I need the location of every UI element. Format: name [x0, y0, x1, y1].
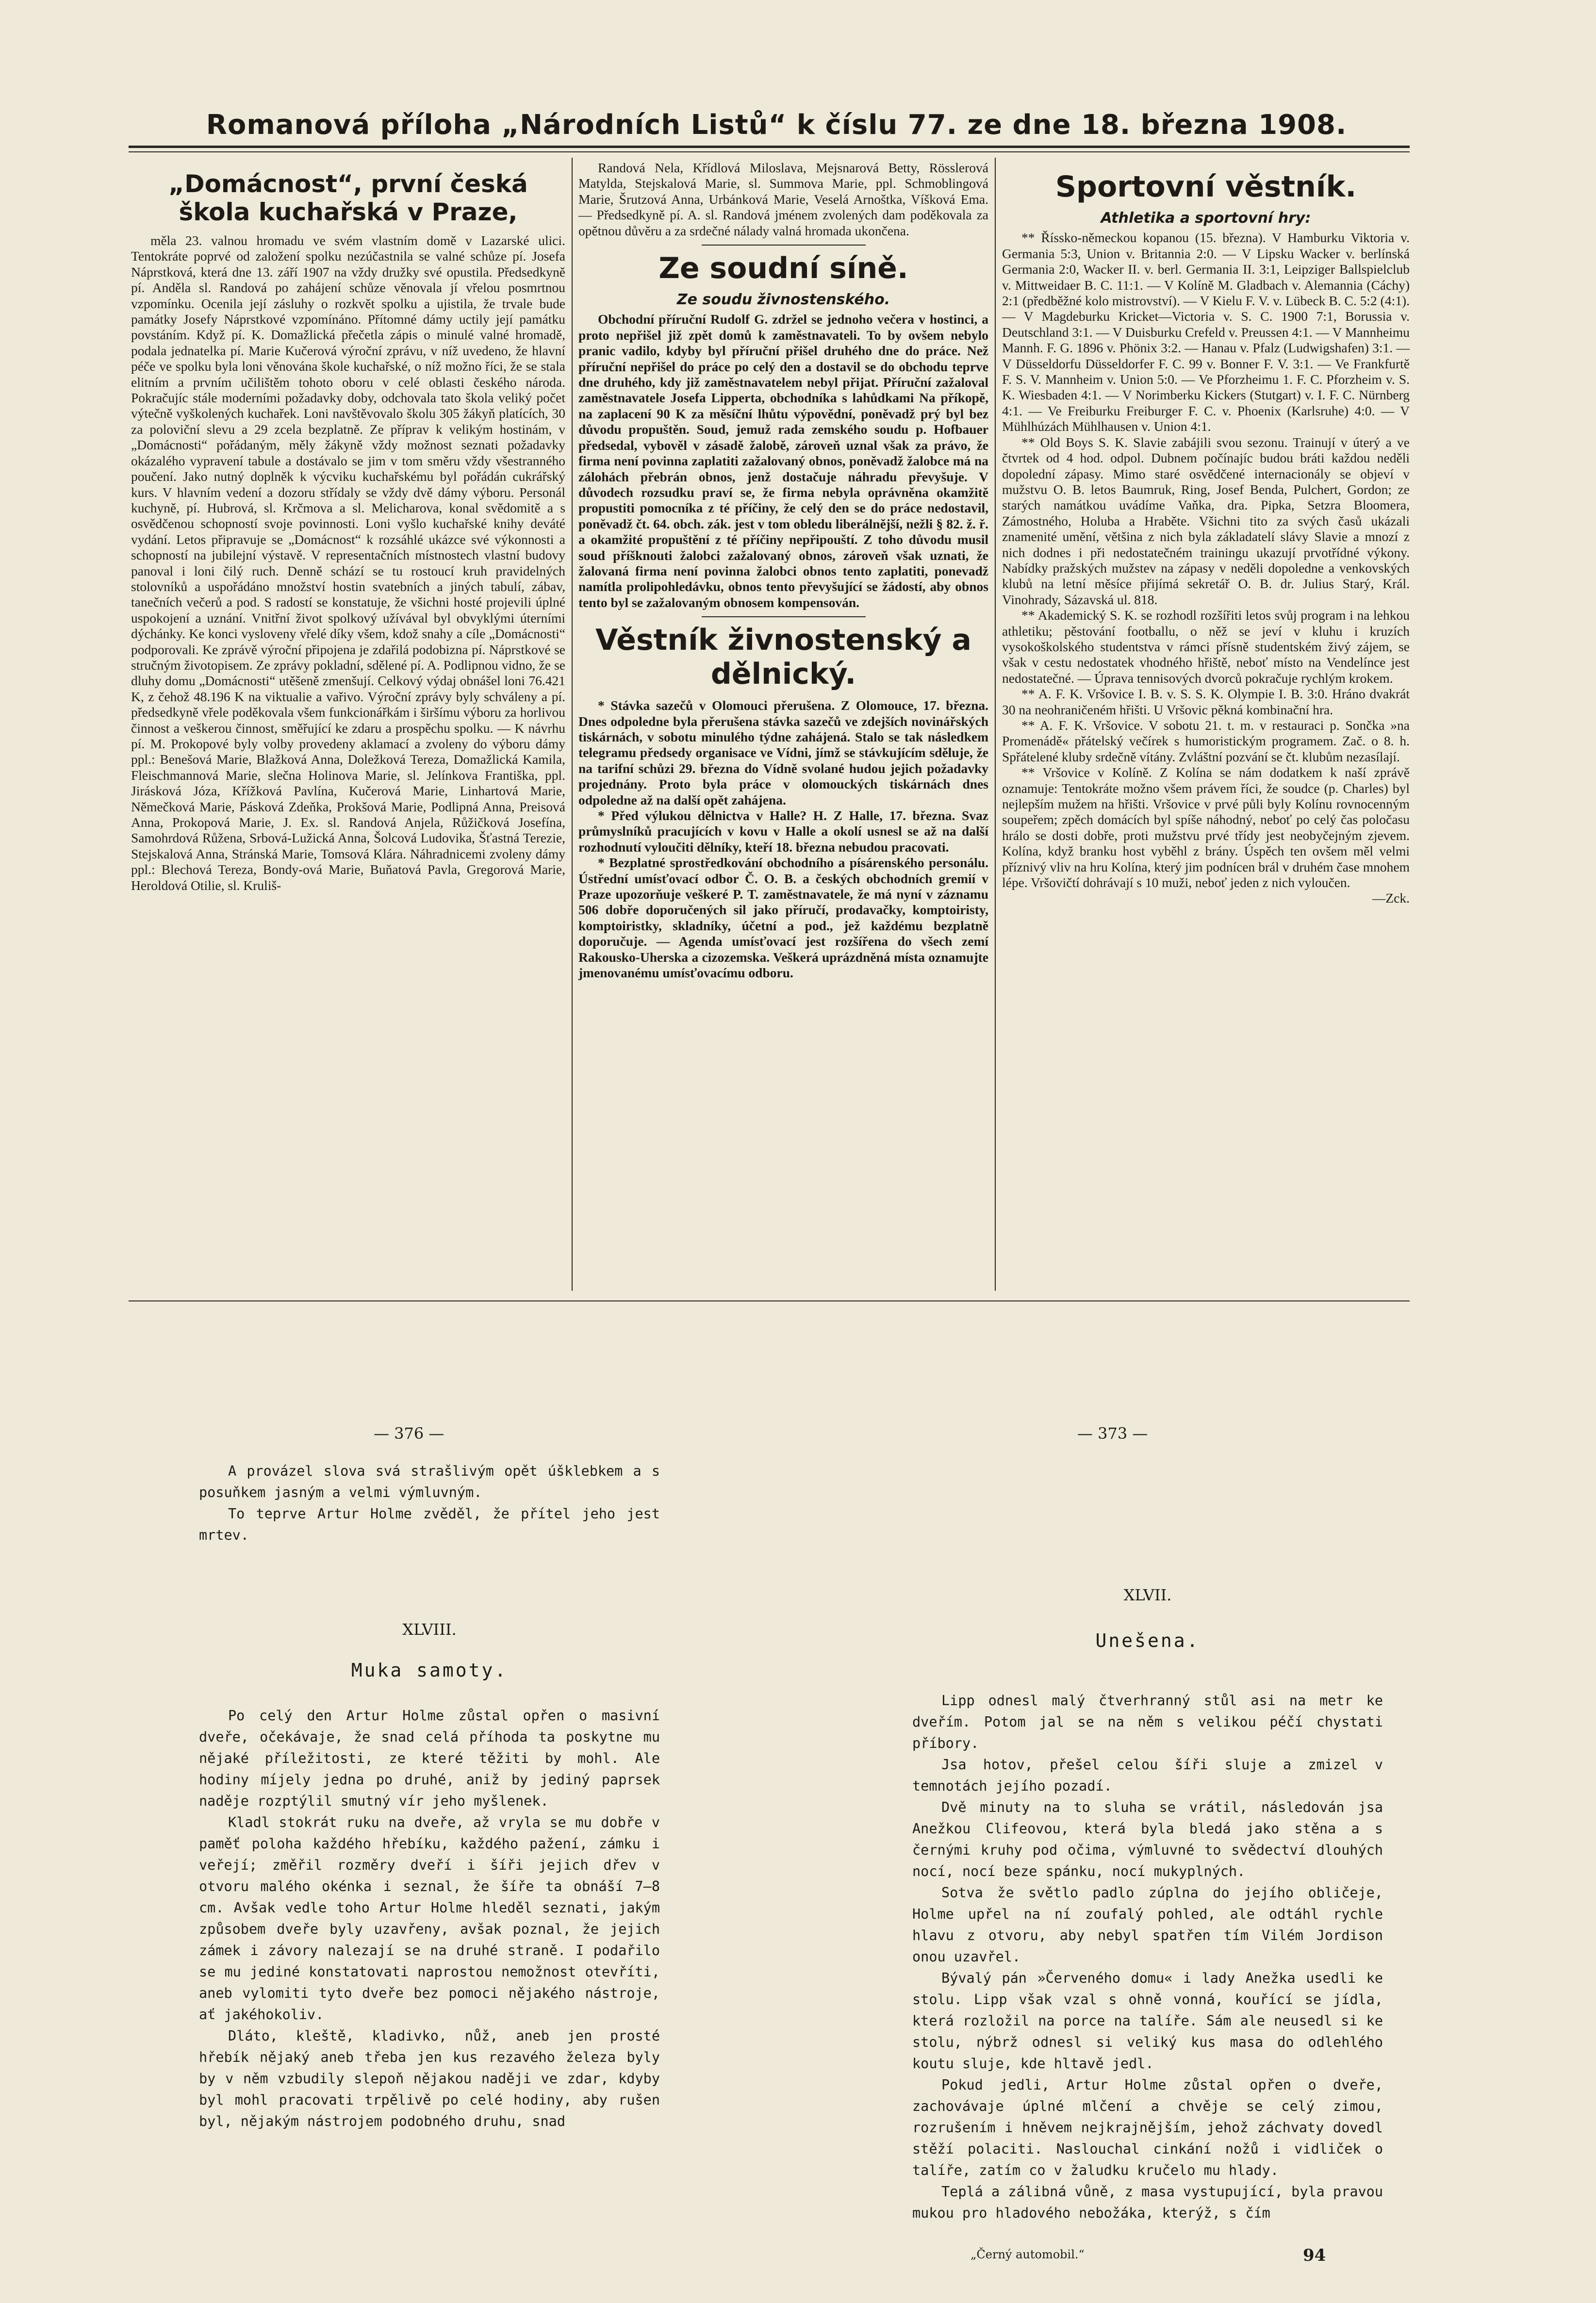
section-title-trade: Věstník živnostenský a dělnický. — [595, 623, 971, 691]
section-title-sport: Sportovní věstník. — [1055, 170, 1357, 204]
section-title-court: Ze soudní síně. — [658, 251, 908, 286]
section-divider — [702, 245, 866, 246]
header-rule-thin — [129, 151, 1410, 152]
sport-item-6: ** Vršovice v Kolíně. Z Kolína se nám dodatkem k naší zprávě oznamuje: Tentokráte možno všem právem říci, že soudce (p. Charles) byl nejlepším mužem na hřišti. Vršovice v prvé půli byly Kolínu rovnocenným soupeřem; zpěch domácích byl spíše náhodný, neboť po celý čas poločasu hrálo se dosti dobře, proti mužstvu prvé třídy jest neobyčejným zjevem. Kolína, když branku host vyběhl z brány. Úspěch ten ovšem měl velmi příznivý vliv na hru Kolína, který jim podnícen brál v druhém čase mnohem lépe. Vršovičtí dohrávají s 10 muži, neboť jeden z nich vyloučen. — [1002, 765, 1410, 890]
page-header: Romanová příloha „Národních Listů“ k číslu 77. ze dne 18. března 1908. — [206, 109, 1347, 141]
column-divider — [572, 158, 573, 1291]
novel-right-page — [912, 1584, 1383, 2224]
novel-paragraph: Po celý den Artur Holme zůstal opřen o masivní dveře, očekávaje, že snad celá příhoda ta poskytne mu nějaké příležitosti, ze které těžiti by mohl. Ale hodiny míjely jedna po druhé, aniž by jediný paprsek naděje rozptýlil smutný vír jeho myšlenek. — [199, 1708, 660, 1809]
sport-item-1: ** Říssko-německou kopanou (15. března). V Hamburku Viktoria v. Germania 5:3, Union v. Britannia 2:0. — V Lipsku Wacker v. berlínská Germania 2:0, Wacker II. v. berl. Germania II. 3:1, Leipziger Ballspielclub v. Mittweidaer B. C. 11:1. — V Kolíně M. Gladbach v. Alemannia (Cáchy) 2:1 (předběžné kolo mistrovství). — V Kielu F. V. v. Lübeck B. C. 5:2 (4:1). — V Magdeburku Kricket—Victoria v. S. C. 1900 7:1, Borussia v. Deutschland 3:1. — V Duisburku Crefeld v. Preussen 4:1. — V Mannheimu Mannh. F. G. 1896 v. Phönix 3:2. — Hanau v. Pfalz (Ludwigshafen) 3:1. — V Düsseldorfu Düsseldorfer F. C. 99 v. Bonner F. V. 3:1. — Ve Frankfurtě F. S. V. Mannheim v. Union 5:0. — Ve Pforzheimu 1. F. C. Pforzheim v. S. K. Wiesbaden 4:1. — V Norimberku Kickers (Stutgart) v. I. F. C. Nürnberg 4:1. — Ve Freiburku Freiburger F. C. v. Phoenix (Karlsruhe) 4:0. — V Mühlhúzách Mühlhausen v. Union 4:1. — [1002, 230, 1410, 434]
section-divider — [702, 616, 866, 617]
chapter-number: XLVII. — [1123, 1586, 1172, 1604]
sport-item-2: ** Old Boys S. K. Slavie zabájili svou sezonu. Trainují v úterý a ve čtvrtek od 4 hod. odpol. Dubnem počínajíc budou bráti každou neděli dopolední zápasy. Mimo staré osvědčené internacionály se objeví v mužstvu O. B. letos Baumruk, Ring, Josef Benda, Pulchert, Gordon; ze starých namátkou uvádíme Vaňka, dra. Pipka, Setzra Bloomera, Zámostného, Holuba a Hraběte. Všichni tito za svých časů ukázali znamenité umění, většina z nich byla základatelí slávy Slavie a mnozí z nich dodnes i při nedostatečném trainingu ukazují prvotřídné výkony. Nabídky pražských mužstev na zápasy v neděli dopoledne a venkovských klubů na letní měsíce přijímá sekretář O. B. dr. Julius Starý, Král. Vinohrady, Sázavská ul. 818. — [1002, 434, 1410, 607]
column-divider — [995, 158, 996, 1291]
novel-footnote: „Černý automobil.“ — [971, 2248, 1085, 2261]
article-body-court: Obchodní příruční Rudolf G. zdržel se jednoho večera v hostinci, a proto nepřišel již zpět domů k zaměstnavateli. To by ovšem nebylo pranic vadilo, kdyby byl příruční přišel druhého dne do práce. Než příruční nepřišel do práce po celý den a dostavil se do obchodu teprve dne druhého, kdy již zaměstnavatelem nebyl přijat. Příruční zažaloval zaměstnavatele Josefa Lipperta, obchodníka s lahůdkami Na příkopě, na zaplacení 90 K za měsíční lhůtu výpovědní, poněvadž prý byl bez důvodu propuštěn. Soud, jemuž rada zemského soudu p. Hofbauer předsedal, vybověl v zásadě žalobě, zároveň uznal však za právo, že firma není povinna zaplatiti zažalovaný obnos, poněvadž žalobce má na zálohách přebrán obnos, jenž dostačuje náhradu převyšuje. V důvodech rozsudku praví se, že firma nebyla oprávněna okamžitě propustiti pomocníka z té příčiny, že celý den se do práce nedostavil, poněvadž čt. 64. obch. zák. jest v tom obledu liberálnější, nežli § 82. ž. ř. a okamžité propuštění z té příčiny nepřipouští. Z toho důvodu musil soud příšknouti žalobci zažalovaný obnos, zároveň však uznati, že žalovaná firma není povinna žalobci obnos tento zaplatiti, ponevadž namítla prolipohledávku, obnos tento převyšující se žádostí, aby obnos tento byl se zažalovaným obnosem kompensován. — [578, 312, 988, 610]
novel-left-page — [199, 1461, 660, 2132]
chapter-number: XLVIII. — [402, 1620, 457, 1639]
subsection-title-sport: Athletika a sportovní hry: — [1101, 210, 1311, 227]
novel-paragraph: Kladl stokrát ruku na dveře, až vryla se mu dobře v paměť poloha každého hřebíku, každého pažení, zámku i veřejí; změřil rozměry dveří i šíři jejich dřev v otvoru malého okénka i seznal, že šíře ta obnáší 7—8 cm. Avšak vedle toho Artur Holme hleděl seznati, jakým způsobem dveře byly uzavřeny, avšak poznal, že jejich zámek i závory nalezají se na druhé straně. I podařilo se mu jediné konstatovati naprostou nemožnost otevříti, aneb vylomiti tyto dveře bez pomoci nějakého nástroje, ať jakéhokoliv. — [199, 1814, 660, 2023]
folio-left: — 376 — — [374, 1424, 444, 1443]
header-rule — [129, 146, 1410, 148]
novel-paragraph: Sotva že světlo padlo zúplna do jejího obličeje, Holme upřel na ní zoufalý pohled, ale odtáhl rychle hlavu z otvoru, aby nebyl spatřen tím Vilém Jordison onou uzavřel. — [912, 1885, 1383, 1965]
novel-paragraph: Bývalý pán »Červeného domu« i lady Anežka usedli ke stolu. Lipp však vzal s ohně vonná, kouřící se jídla, která rozložil na porce na talíře. Sám ale neusedl si ke stolu, nýbrž odnesl si veliký kus masa do odlehlého koutu sluje, kde hltavě jedl. — [912, 1970, 1383, 2072]
sport-item-5: ** A. F. K. Vršovice. V sobotu 21. t. m. v restauraci p. Sončka »na Promenádě« přátelský večírek s humoristickým programem. Zač. o 8. h. Spřátelené kluby srdečně vítány. Zvláštní pozvání se čt. klubům nezasílají. — [1002, 718, 1410, 764]
chapter-title: Unešena. — [1095, 1630, 1200, 1651]
novel-paragraph: Jsa hotov, přešel celou šíři sluje a zmizel v temnotách jejího pozadí. — [912, 1757, 1383, 1794]
article-body-trade-2: * Před výlukou dělnictva v Halle? H. Z Halle, 17. března. Svaz průmyslníků pracujících v kovu v Halle a okolí usnesl se až na další rozhodnutí vyloučiti dělníky, kteří 18. března nebudou pracovati. — [578, 808, 988, 855]
article-body-domacnost: měla 23. valnou hromadu ve svém vlastním domě v Lazarské ulici. Tentokráte poprvé od založení spolku nezúčastnila se valné schůze pí. Josefa Náprstková, která dne 13. září 1907 na vždy družky své opustila. Předsedkyně pí. Anděla sl. Randová po zahájení schůze věnovala jí vřelou posmrtnou vzpomínku. Ocenila její zásluhy o rozkvět spolku a ujistila, že trvale bude památky Josefy Náprstkové vzpomínáno. Přítomné dámy uctily její památku povstáním. Když pí. K. Domažlická přečetla zápis o minulé valné hromadě, podala jednatelka pí. Marie Kučerová výroční zprávu, v níž uvedeno, že hlavní péče ve spolku byla loni věnována škole kuchařské, o níž možno říci, že se stala elitním a prvním učilištěm tohoto oboru v celé oblasti českého národa. Pokračujíc stále moderními požadavky doby, odchovala tato škola veliký počet výtečně vyškolených kuchařek. Loni navštěvovalo školu 305 žákyň platících, 30 za poloviční slevu a 29 zcela bezplatně. Ze příprav k velikým hostinám, v „Domácnosti“ pořádaným, měly žákyně vždy možnost seznati požadavky okázalého vypravení tabule a dostávalo se jim v tom směru vždy všestranného poučení. Jako nutný doplněk k výcviku kuchařskému byl pořádán cukrářský kurs. V hlavním vedení a dozoru střídaly se vždy dvě dámy výboru. Personál kuchyně, pí. Hubrová, sl. Krčmova a sl. Melicharova, konal svědomitě a s osvědčenou schopností svoje povinnosti. Loni vyšlo kuchařské knihy deváté vydání. Letos připravuje se „Domácnost“ k rozsáhlé ukázce své výkonnosti a schopností na jubilejní výstavě. V representačních místnostech vlastní budovy panoval i loni čilý ruch. Denně schází se tu rostoucí kruh pravidelných stolovníků a uspořádáno množství hostin svatebních a jiných tabulí, zábav, tanečních večerů a pod. S radostí se konstatuje, že všichni hosté projevili úplné uspokojení a uznání. Vnitřní život spolkový užívával byl obvyklými úterními dýchánky. Ke konci vysloveny vřelé díky všem, kdož snahy a cíle „Domácnosti“ podporovali. Ke zprávě výroční připojena je zdařilá podobizna pí. Náprstkové se stručným životopisem. Ze zprávy pokladní, sdělené pí. A. Podlipnou vidno, že se dluhy domu „Domácnosti“ utěšeně zmenšují. Celkový výdaj obnášel loni 76.421 K, z čehož 48.196 K na viktualie a vařivo. Výroční zprávy byly schváleny a pí. předsedkyně vřele poděkovala všem funkcionářkám i širšímu výboru za horlivou činnost a veškerou činnost, směřující ke zdaru a prospěchu spolku. — K návrhu pí. M. Prokopové byly volby provedeny aklamací a zvoleny do výboru dámy ppl.: Benešová Marie, Blažková Anna, Doležková Tereza, Domažlická Kamila, Fleischmannová Marie, slečna Holinova Marie, sl. Jelínkova Františka, ppl. Jirásková Józa, Křížková Pavlína, Kučerová Marie, Linhartová Marie, Němečková Marie, Pásková Zdeňka, Prokšová Marie, Podlipná Anna, Preisová Anna, Prokopová Marie, J. Ex. sl. Randová Anjela, Růžičková Josefína, Samohrdová Růžena, Srbová-Lužická Anna, Šolcová Ludovika, Šťastná Terezie, Stejskalová Anna, Stránská Marie, Tomsová Klára. Náhradnicemi zvoleny dámy ppl.: Blechová Tereza, Bondy-ová Marie, Buňatová Pavla, Gregorová Marie, Heroldová Otilie, sl. Kruliš- — [131, 233, 565, 893]
folio-right: — 373 — — [1077, 1424, 1148, 1443]
sport-item-3: ** Akademický S. K. se rozhodl rozšířiti letos svůj program i na lehkou athletiku; pěstování footballu, o něž se jeví v kluhu i kruzích vysokoškolského studentstva v rámci přísně studentském živý zájem, se však v cestu nedostatek vhodného hřiště, neboť místo na Vendelínce jest nedostatečné. — Úprava tennisových dvorců pokračuje rychlým krokem. — [1002, 608, 1410, 686]
chapter-title: Muka samoty. — [351, 1660, 508, 1681]
novel-paragraph: Dvě minuty na to sluha se vrátil, následován jsa Anežkou Clifeovou, která byla bledá jako stěna a s černými kruhy pod očima, výmluvné to svědectví dlouhých nocí, nocí beze spánku, nocí mukyplných. — [912, 1799, 1383, 1879]
article-title-domacnost: „Domácnost“, první česká škola kuchařská v Praze, — [168, 170, 528, 226]
novel-paragraph: A provázel slova svá strašlivým opět úšklebkem a s posuňkem jasným a velmi výmluvným. — [199, 1463, 660, 1500]
sport-item-4: ** A. F. K. Vršovice I. B. v. S. S. K. Olympie I. B. 3:0. Hráno dvakrát 30 na neohraničeném hřišti. U Vršovic pěkná kombinační hra. — [1002, 686, 1410, 717]
column-domacnost — [131, 165, 565, 893]
subsection-title-court: Ze soudu živnostenského. — [676, 291, 890, 309]
novel-paragraph: Teplá a zálibná vůně, z masa vystupující, byla pravou mukou pro hladového nebožáka, kterýž, s čím — [912, 2184, 1383, 2221]
sheet-number: 94 — [1303, 2246, 1326, 2265]
column-court-trade — [578, 160, 988, 981]
section-bottom-rule — [129, 1300, 1410, 1301]
article-body-trade-3: * Bezplatné sprostředkování obchodního a písárenského personálu. Ústřední umísťovací odbor Č. O. B. a českých obchodních gremií v Praze upozorňuje veškeré P. T. zaměstnavatele, že má nyní v záznamu 506 dobře doporučených sil jako příručí, prodavačky, komptoiristy, komptoiristky, skladníky, účetní a pod., jež každému bezplatně doporučuje. — Agenda umísťovací jest rozšířena do všech zemí Rakousko-Uherska a cizozemska. Veškerá uprázdněná místa oznamujte jmenovanému umísťovacímu odboru. — [578, 855, 988, 981]
column-sport — [1002, 165, 1410, 906]
novel-paragraph: Pokud jedli, Artur Holme zůstal opřen o dveře, zachovávaje úplné mlčení a chvěje se celý zimou, rozrušením i hněvem nejkrajnějším, jehož záchvaty dovedl stěží polaciti. Naslouchal cinkání nožů i vidliček o talíře, zatím co v žaludku kručelo mu hlady. — [912, 2077, 1383, 2178]
novel-paragraph: To teprve Artur Holme zvěděl, že přítel jeho jest mrtev. — [199, 1506, 660, 1543]
novel-paragraph: Dláto, kleště, kladivko, nůž, aneb jen prosté hřebík nějaký aneb třeba jen kus rezavého železa byly by v něm vzbudily slepoň nějakou naději ve zdar, kdyby byl mohl pracovati trpělivě po celé hodiny, aby rušen byl, nějakým nástrojem podobného druhu, snad — [199, 2028, 660, 2129]
signature: —Zck. — [1372, 890, 1410, 906]
article-body-trade-1: * Stávka sazečů v Olomouci přerušena. Z Olomouce, 17. března. Dnes odpoledne byla přerušena stávka sazečů ve zdejších novinářských tiskárnách, v sobotu minulého týdne zahájená. Stalo se tak následkem telegramu předsedy organisace ve Vídni, jímž se stávkujícím sděluje, že na tarifní schůzi 29. března do Vídně svolané hudou jejich požadavky projednány. Proto byla práce v olomouckých tiskárnách dnes odpoledne až na další opět zahájena. — [578, 698, 988, 807]
article-continuation: Randová Nela, Křídlová Miloslava, Mejsnarová Betty, Rösslerová Matylda, Stejskalová Marie, sl. Summova Marie, ppl. Schmoblingová Marie, Šrutzová Anna, Urbánková Marie, Veselá Arnoštka, Víšková Ema. — Předsedkyně pí. A. sl. Randová jménem zvolených dam poděkovala za opětnou důvěru a za srdečné nálady valná hromada ukončena. — [578, 160, 988, 238]
novel-paragraph: Lipp odnesl malý čtverhranný stůl asi na metr ke dveřím. Potom jal se na něm s velikou péčí chystati příbory. — [912, 1693, 1383, 1751]
